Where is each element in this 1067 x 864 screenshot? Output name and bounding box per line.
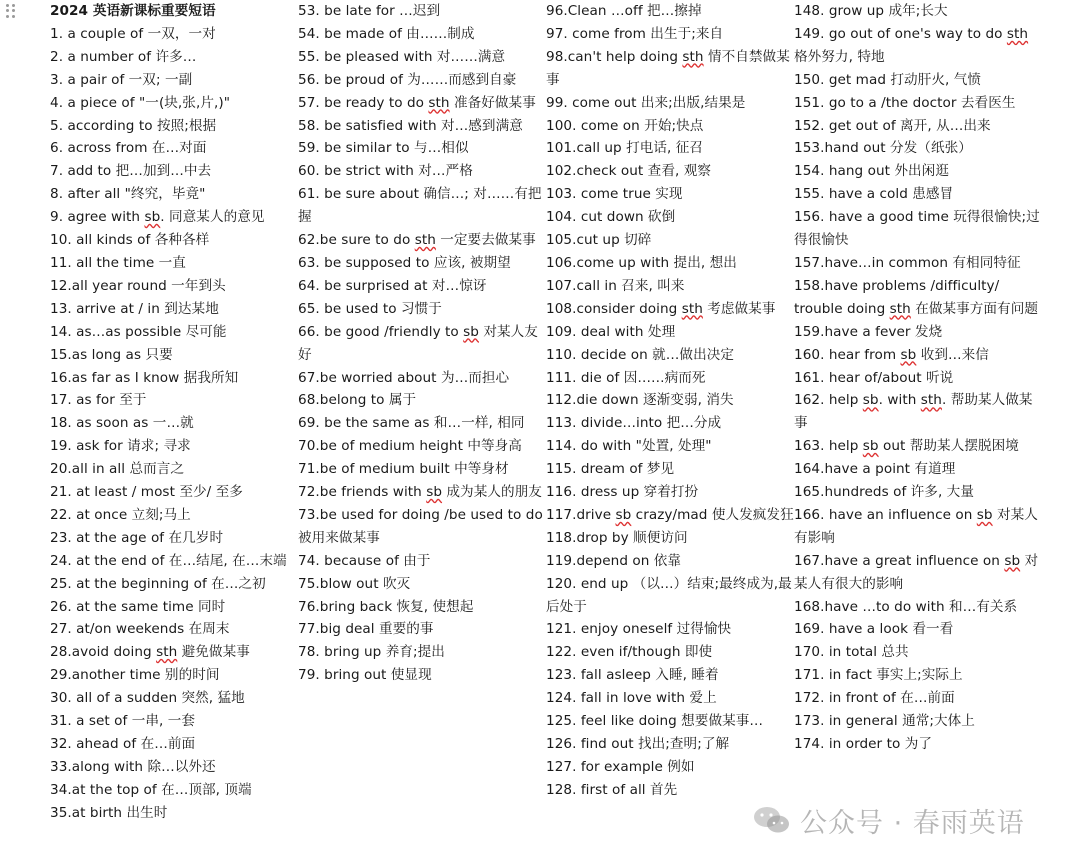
phrase-entry: 158.have problems /difficulty/ trouble doing sth 在做某事方面有问题: [794, 277, 1038, 317]
document-title: 2024 英语新课标重要短语: [50, 3, 216, 19]
phrase-entry: 29.another time 别的时间: [50, 667, 220, 684]
phrase-entry: 150. get mad 打动肝火, 气愤: [794, 71, 982, 88]
phrase-entry: 120. end up （以…）结束;最终成为,最后处于: [546, 575, 792, 615]
phrase-entry: 64. be surprised at 对…惊讶: [298, 277, 487, 294]
phrase-entry: 170. in total 总共: [794, 644, 909, 661]
column-4: [794, 0, 1042, 864]
phrase-entry: 148. grow up 成年;长大: [794, 3, 948, 19]
phrase-entry: 121. enjoy oneself 过得愉快: [546, 621, 732, 638]
phrase-entry: 167.have a great influence on sb 对某人有很大的影响: [794, 552, 1039, 592]
phrase-entry: 164.have a point 有道理: [794, 461, 956, 478]
phrase-entry: 153.hand out 分发（纸张）: [794, 140, 972, 157]
phrase-entry: 98.can't help doing sth 情不自禁做某事: [546, 48, 790, 88]
phrase-entry: 22. at once 立刻;马上: [50, 506, 191, 523]
phrase-entry: 123. fall asleep 入睡, 睡着: [546, 667, 719, 684]
phrase-entry: 78. bring up 养育;提出: [298, 644, 445, 661]
phrase-entry: 73.be used for doing /be used to do 被用来做某事: [298, 506, 543, 546]
phrase-entry: 102.check out 查看, 观察: [546, 163, 711, 180]
phrase-entry: 15.as long as 只要: [50, 346, 173, 363]
column-3: [546, 0, 794, 864]
phrase-entry: 2. a number of 许多…: [50, 48, 197, 65]
phrase-entry: 101.call up 打电话, 征召: [546, 140, 704, 157]
phrase-entry: 114. do with "处置, 处理": [546, 438, 712, 455]
phrase-entry: 103. come true 实现: [546, 186, 683, 203]
phrase-entry: 171. in fact 事实上;实际上: [794, 667, 963, 684]
phrase-entry: 152. get out of 离开, 从…出来: [794, 117, 991, 134]
phrase-entry: 16.as far as I know 据我所知: [50, 369, 239, 386]
phrase-entry: 76.bring back 恢复, 使想起: [298, 598, 474, 615]
phrase-entry: 75.blow out 吹灭: [298, 575, 411, 592]
phrase-entry: 70.be of medium height 中等身高: [298, 438, 522, 455]
phrase-entry: 161. hear of/about 听说: [794, 369, 954, 386]
phrase-entry: 162. help sb. with sth. 帮助某人做某事: [794, 392, 1033, 432]
phrase-entry: 105.cut up 切碎: [546, 232, 652, 249]
phrase-entry: 106.come up with 提出, 想出: [546, 254, 737, 271]
phrase-entry: 62.be sure to do sth 一定要去做某事: [298, 232, 536, 249]
phrase-entry: 160. hear from sb 收到…来信: [794, 346, 989, 363]
watermark-text: 公众号 · 春雨英语: [800, 807, 1025, 839]
phrase-entry: 14. as…as possible 尽可能: [50, 323, 227, 340]
phrase-entry: 69. be the same as 和…一样, 相同: [298, 415, 525, 432]
phrase-entry: 21. at least / most 至少/ 至多: [50, 484, 243, 501]
phrase-entry: 149. go out of one's way to do sth 格外努力, 特地: [794, 25, 1029, 65]
column-1: [50, 0, 298, 864]
phrase-entry: 166. have an influence on sb 对某人有影响: [794, 506, 1038, 546]
phrase-entry: 59. be similar to 与…相似: [298, 140, 469, 157]
phrase-entry: 8. after all "终究，毕竟": [50, 186, 206, 203]
drag-handle-icon[interactable]: [6, 4, 16, 18]
phrase-entry: 9. agree with sb. 同意某人的意见: [50, 209, 265, 226]
phrase-entry: 71.be of medium built 中等身材: [298, 461, 509, 478]
phrase-entry: 172. in front of 在…前面: [794, 690, 955, 707]
phrase-entry: 79. bring out 使显现: [298, 667, 432, 684]
phrase-entry: 35.at birth 出生时: [50, 804, 168, 821]
phrase-entry: 18. as soon as 一…就: [50, 415, 194, 432]
phrase-entry: 174. in order to 为了: [794, 736, 932, 752]
phrase-entry: 34.at the top of 在…顶部, 顶端: [50, 781, 252, 798]
phrase-entry: 126. find out 找出;查明;了解: [546, 736, 730, 752]
phrase-entry: 11. all the time 一直: [50, 254, 186, 271]
phrase-entry: 23. at the age of 在几岁时: [50, 529, 224, 546]
phrase-entry: 163. help sb out 帮助某人摆脱困境: [794, 438, 1019, 455]
phrase-entry: 96.Clean …off 把…擦掉: [546, 3, 702, 19]
phrase-entry: 68.belong to 属于: [298, 392, 417, 409]
phrase-entry: 19. ask for 请求; 寻求: [50, 438, 191, 455]
phrase-entry: 24. at the end of 在…结尾, 在…末端: [50, 552, 287, 569]
phrase-entry: 154. hang out 外出闲逛: [794, 163, 949, 180]
phrase-entry: 112.die down 逐渐变弱, 消失: [546, 392, 734, 409]
phrase-entry: 128. first of all 首先: [546, 781, 678, 798]
phrase-entry: 151. go to a /the doctor 去看医生: [794, 94, 1016, 111]
phrase-entry: 99. come out 出来;出版,结果是: [546, 94, 746, 111]
phrase-entry: 109. deal with 处理: [546, 323, 676, 340]
phrase-entry: 122. even if/though 即使: [546, 644, 713, 661]
phrase-entry: 60. be strict with 对…严格: [298, 163, 473, 180]
phrase-entry: 32. ahead of 在…前面: [50, 736, 196, 752]
phrase-entry: 157.have…in common 有相同特征: [794, 254, 1021, 271]
phrase-entry: 66. be good /friendly to sb 对某人友好: [298, 323, 538, 363]
phrase-entry: 119.depend on 依靠: [546, 552, 682, 569]
phrase-entry: 159.have a fever 发烧: [794, 323, 943, 340]
phrase-entry: 4. a piece of "一(块,张,片,)": [50, 94, 230, 111]
phrase-entry: 3. a pair of 一双; 一副: [50, 71, 193, 88]
phrase-entry: 27. at/on weekends 在周末: [50, 621, 230, 638]
column-2: [298, 0, 546, 864]
phrase-entry: 7. add to 把…加到…中去: [50, 163, 212, 180]
phrase-entry: 53. be late for …迟到: [298, 3, 441, 19]
phrase-entry: 17. as for 至于: [50, 392, 147, 409]
phrase-entry: 104. cut down 砍倒: [546, 209, 676, 226]
phrase-entry: 100. come on 开始;快点: [546, 117, 704, 134]
phrase-entry: 31. a set of 一串, 一套: [50, 713, 196, 730]
phrase-entry: 28.avoid doing sth 避免做某事: [50, 644, 250, 661]
phrase-entry: 54. be made of 由……制成: [298, 25, 475, 42]
phrase-entry: 127. for example 例如: [546, 758, 695, 775]
phrase-entry: 116. dress up 穿着打扮: [546, 484, 699, 501]
phrase-entry: 6. across from 在…对面: [50, 140, 207, 157]
phrase-entry: 26. at the same time 同时: [50, 598, 226, 615]
phrase-entry: 117.drive sb crazy/mad 使人发疯发狂: [546, 506, 794, 523]
phrase-entry: 155. have a cold 患感冒: [794, 186, 954, 203]
phrase-entry: 113. divide…into 把…分成: [546, 415, 722, 432]
phrase-entry: 13. arrive at / in 到达某地: [50, 300, 219, 317]
phrase-entry: 111. die of 因……病而死: [546, 369, 706, 386]
phrase-entry: 173. in general 通常;大体上: [794, 713, 975, 730]
phrase-entry: 56. be proud of 为……而感到自豪: [298, 71, 517, 88]
phrase-entry: 63. be supposed to 应该, 被期望: [298, 254, 511, 271]
phrase-entry: 118.drop by 顺便访问: [546, 529, 688, 546]
phrase-entry: 33.along with 除…以外还: [50, 758, 216, 775]
phrase-entry: 156. have a good time 玩得很愉快;过得很愉快: [794, 209, 1040, 249]
phrase-entry: 165.hundreds of 许多, 大量: [794, 484, 974, 501]
phrase-entry: 57. be ready to do sth 准备好做某事: [298, 94, 536, 111]
phrase-entry: 20.all in all 总而言之: [50, 461, 185, 478]
phrase-entry: 124. fall in love with 爱上: [546, 690, 717, 707]
phrase-entry: 61. be sure about 确信…; 对……有把握: [298, 186, 542, 226]
phrase-entry: 67.be worried about 为…而担心: [298, 369, 510, 386]
phrase-entry: 115. dream of 梦见: [546, 461, 675, 478]
phrase-entry: 12.all year round 一年到头: [50, 277, 226, 294]
phrase-entry: 72.be friends with sb 成为某人的朋友: [298, 484, 542, 501]
phrase-entry: 58. be satisfied with 对…感到满意: [298, 117, 523, 134]
phrase-entry: 77.big deal 重要的事: [298, 621, 434, 638]
phrase-entry: 5. according to 按照;根据: [50, 117, 217, 134]
phrase-entry: 107.call in 召来, 叫来: [546, 277, 685, 294]
phrase-entry: 108.consider doing sth 考虑做某事: [546, 300, 776, 317]
phrase-entry: 74. because of 由于: [298, 552, 431, 569]
phrase-entry: 1. a couple of 一双，一对: [50, 25, 216, 42]
phrase-entry: 25. at the beginning of 在…之初: [50, 575, 266, 592]
phrase-entry: 30. all of a sudden 突然, 猛地: [50, 690, 245, 707]
phrase-entry: 110. decide on 就…做出决定: [546, 346, 735, 363]
phrase-entry: 168.have …to do with 和…有关系: [794, 598, 1018, 615]
phrase-entry: 97. come from 出生于;来自: [546, 25, 724, 42]
phrase-document: [50, 0, 1065, 864]
phrase-entry: 125. feel like doing 想要做某事…: [546, 713, 764, 730]
phrase-entry: 169. have a look 看一看: [794, 621, 954, 638]
phrase-entry: 55. be pleased with 对……满意: [298, 48, 506, 65]
phrase-entry: 65. be used to 习惯于: [298, 300, 442, 317]
phrase-entry: 10. all kinds of 各种各样: [50, 232, 210, 249]
